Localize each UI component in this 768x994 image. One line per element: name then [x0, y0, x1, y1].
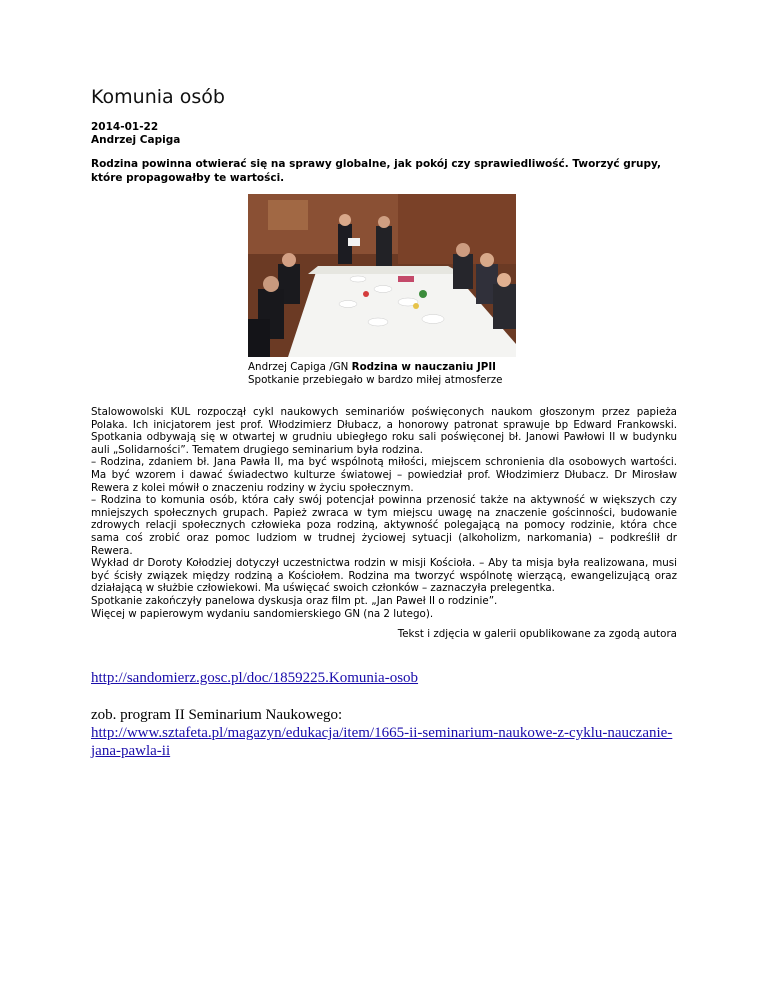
- see-also-link[interactable]: http://www.sztafeta.pl/magazyn/edukacja/item/1665-ii-seminarium-naukowe-z-cyklu-nauczanie-jana-pawla-ii: [91, 725, 673, 759]
- article-author: Andrzej Capiga: [91, 134, 181, 146]
- article-meta: [91, 121, 180, 147]
- credit-note: Tekst i zdjęcia w galerii opublikowane za zgodą autora: [397, 628, 677, 640]
- body-paragraph: – Rodzina to komunia osób, która cały swój potencjał powinna przenosić także na aktywność w większych czy mniejszych społecznych grupach. Papież zwraca w tym miejscu uwagę na znaczenie gościnności, budowanie zdrowych relacji społecznych człowieka poza rodziną, aktywność polegającą na pomocy rodzinie, która chce sama coś zrobić oraz pomoc ludziom w trudnej życiowej sytuacji (alkoholizm, narkomania) – podkreślił dr Rewera.: [91, 494, 677, 557]
- gallery-title: Rodzina w nauczaniu JPII: [351, 361, 496, 373]
- photo-caption-text: Spotkanie przebiegało w bardzo miłej atmosferze: [248, 374, 503, 386]
- article-lead: Rodzina powinna otwierać się na sprawy globalne, jak pokój czy sprawiedliwość. Tworzyć grupy, które propagowałby te wartości.: [91, 158, 661, 184]
- article-body: [91, 406, 677, 620]
- photo-credit: Andrzej Capiga /GN: [248, 361, 349, 373]
- article-date: 2014-01-22: [91, 121, 159, 133]
- body-paragraph: Stalowowolski KUL rozpoczął cykl naukowych seminariów poświęconych naukom głoszonym przez papieża Polaka. Ich inicjatorem jest prof. Włodzimierz Dłubacz, a honorowy patronat sprawuje bp Edward Frankowski. Spotkania odbywają się w otwartej w grudniu ubiegłego roku sali poświęconej bł. Janowi Pawłowi II w budynku auli „Solidarności”. Tematem drugiego seminarium była rodzina.: [91, 406, 677, 456]
- body-paragraph: Wykład dr Doroty Kołodziej dotyczył uczestnictwa rodzin w misji Kościoła. – Aby ta misja była realizowana, musi być ścisły związek między rodziną a Kościołem. Rodzina ma tworzyć wspólnotę wierzącą, ewangelizującą oraz działającą w służbie człowiekowi. Ma uświęcać swoich członków – zaznaczyła prelegentka.: [91, 557, 677, 595]
- body-paragraph: – Rodzina, zdaniem bł. Jana Pawła II, ma być wspólnotą miłości, miejscem schronienia dla osobowych wartości. Ma być wzorem i dawać świadectwo kulturze światowej – powiedział prof. Włodzimierz Dłubacz. Dr Mirosław Rewera z kolei mówił o znaczeniu rodziny w życiu społecznym.: [91, 456, 677, 494]
- see-also: [91, 706, 691, 760]
- page-title: Komunia osób: [91, 86, 225, 108]
- photo-credit-line: [248, 361, 548, 374]
- photo-caption: [248, 361, 548, 387]
- source-link[interactable]: http://sandomierz.gosc.pl/doc/1859225.Komunia-osob: [91, 670, 419, 686]
- body-paragraph: Więcej w papierowym wydaniu sandomierskiego GN (na 2 lutego).: [91, 607, 434, 620]
- meeting-photo-illustration: [248, 194, 516, 357]
- article-photo: [248, 194, 516, 357]
- see-also-label: zob. program II Seminarium Naukowego:: [91, 707, 343, 723]
- body-paragraph: Spotkanie zakończyły panelowa dyskusja oraz film pt. „Jan Paweł II o rodzinie”.: [91, 594, 498, 607]
